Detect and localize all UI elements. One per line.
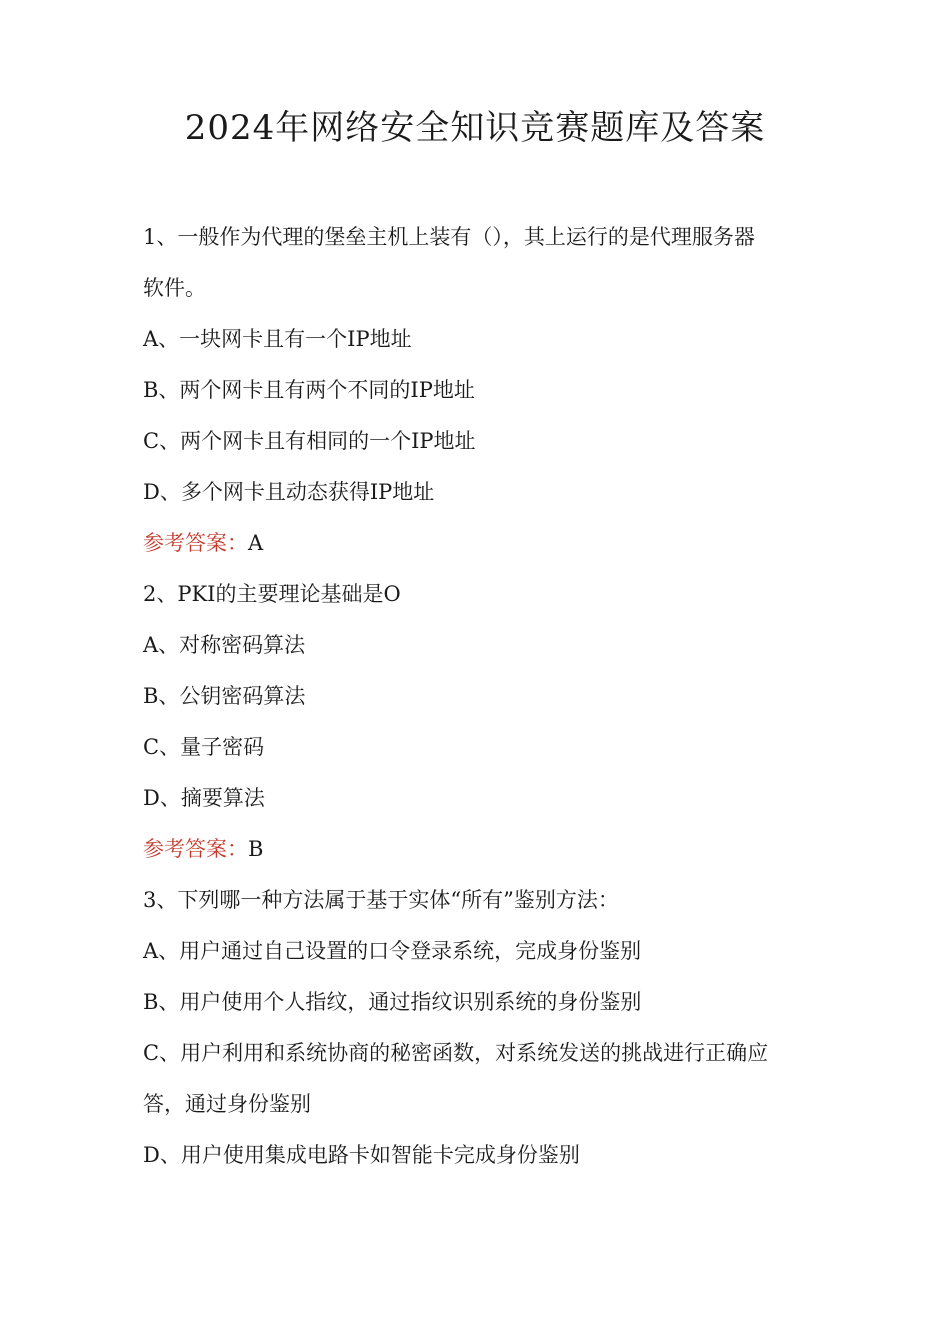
option: D、多个网卡且动态获得IP地址 xyxy=(143,480,435,504)
question-stem: 软件。 xyxy=(143,276,206,300)
option: C、用户利用和系统协商的秘密函数，对系统发送的挑战进行正确应 xyxy=(143,1041,769,1065)
option: B、公钥密码算法 xyxy=(143,684,306,708)
option: B、两个网卡且有两个不同的IP地址 xyxy=(143,378,475,402)
question-list xyxy=(143,212,813,1181)
question-stem: 1、一般作为代理的堡垒主机上装有（），其上运行的是代理服务器 xyxy=(143,225,755,249)
option: D、摘要算法 xyxy=(143,786,265,810)
option: B、用户使用个人指纹，通过指纹识别系统的身份鉴别 xyxy=(143,990,642,1014)
option: C、量子密码 xyxy=(143,735,265,759)
question-stem: 2、PKI的主要理论基础是O xyxy=(143,582,401,606)
option: C、两个网卡且有相同的一个IP地址 xyxy=(143,429,476,453)
answer-line xyxy=(143,518,813,569)
question-stem: 3、下列哪一种方法属于基于实体“所有”鉴别方法： xyxy=(143,888,619,912)
option: 答，通过身份鉴别 xyxy=(143,1092,311,1116)
answer-value: A xyxy=(248,531,264,555)
page-title: 2024年网络安全知识竞赛题库及答案 xyxy=(184,108,766,148)
option: A、一块网卡且有一个IP地址 xyxy=(143,327,412,351)
answer-label: 参考答案： xyxy=(143,531,248,555)
answer-value: B xyxy=(248,837,264,861)
option: D、用户使用集成电路卡如智能卡完成身份鉴别 xyxy=(143,1143,580,1167)
answer-line xyxy=(143,824,813,875)
option: A、用户通过自己设置的口令登录系统，完成身份鉴别 xyxy=(143,939,642,963)
answer-label: 参考答案： xyxy=(143,837,248,861)
option: A、对称密码算法 xyxy=(143,633,306,657)
